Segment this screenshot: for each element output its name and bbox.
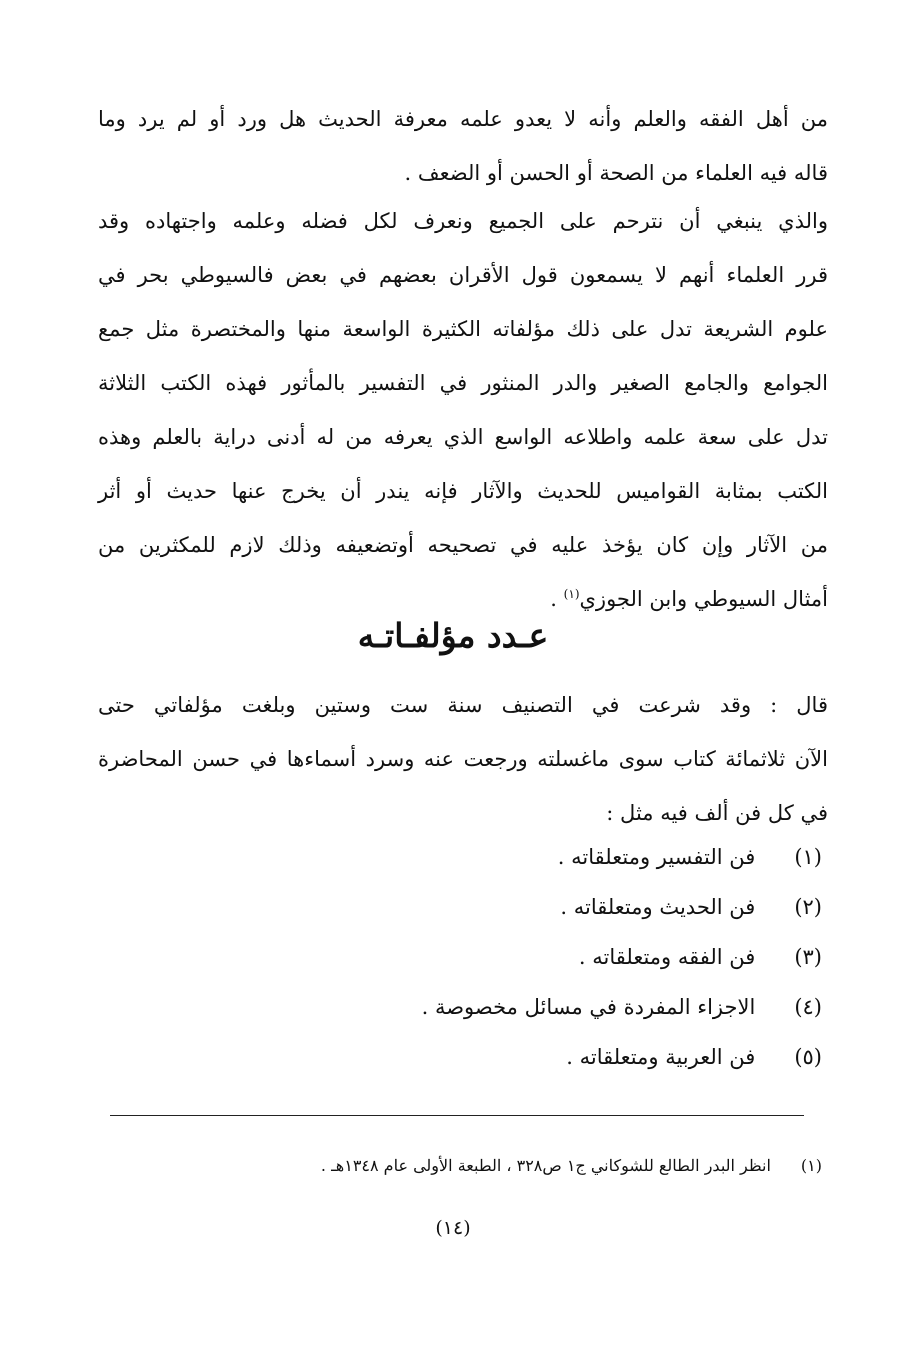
list-number: (٢) [794,895,822,919]
paragraph-line: من الآثار وإن كان يؤخذ عليه في تصحيحه أوتضعيفه وذلك لازم للمكثرين من [98,533,828,557]
list-number: (٣) [794,945,822,969]
footnote-number: (١) [800,1156,822,1175]
last-line-text: أمثال السيوطي وابن الجوزي [579,587,828,611]
last-line-end: . [550,587,557,611]
list-item [102,982,822,1032]
list-item [102,932,822,982]
footnote-text: انظر البدر الطالع للشوكاني ج١ ص٣٢٨ ، الطبعة الأولى عام ١٣٤٨هـ . [320,1156,771,1175]
paragraph-line: علوم الشريعة تدل على ذلك مؤلفاته الكثيرة الواسعة منها والمختصرة مثل جمع [98,317,828,341]
list-item [102,832,822,882]
footnote-divider [110,1115,804,1116]
list-item [102,882,822,932]
paragraph-line: الآن ثلاثمائة كتاب سوى ماغسلته ورجعت عنه وسرد أسماءها في حسن المحاضرة [98,747,828,771]
section-heading: عـدد مؤلفـاتـه [357,616,549,655]
paragraph-line: تدل على سعة علمه واطلاعه الواسع الذي يعرفه من له أدنى دراية بالعلم وهذه [98,425,828,449]
paragraph-line: قاله فيه العلماء من الصحة أو الحسن أو الضعف . [404,161,828,185]
paragraph-line: الجوامع والجامع الصغير والدر المنثور في التفسير بالمأثور فهذه الكتب الثلاثة [98,371,828,395]
page-number: (١٤) [435,1217,471,1239]
list-text: فن الفقه ومتعلقاته . [578,945,756,969]
paragraph-line: الكتب بمثابة القواميس للحديث والآثار فإنه يندر أن يخرج عنها حديث أو أثر [98,479,828,503]
list-number: (٤) [794,995,822,1019]
list-text: فن الحديث ومتعلقاته . [560,895,756,919]
list-text: فن العربية ومتعلقاته . [566,1045,756,1069]
list-text: الاجزاء المفردة في مسائل مخصوصة . [421,995,756,1019]
paragraph-2 [98,194,828,626]
paragraph-line: قال : وقد شرعت في التصنيف سنة ست وستين وبلغت مؤلفاتي حتى [98,693,828,717]
footnote [102,1148,822,1184]
list-item [102,1032,822,1082]
paragraph-3 [98,678,828,840]
paragraph-line: من أهل الفقه والعلم وأنه لا يعدو علمه معرفة الحديث هل ورد أو لم يرد وما [98,107,828,131]
footnote-marker: (١) [563,587,580,601]
paragraph-line: والذي ينبغي أن نترحم على الجميع ونعرف لكل فضله وعلمه واجتهاده وقد [98,209,828,233]
paragraph-line: قرر العلماء أنهم لا يسمعون قول الأقران بعضهم في بعض فالسيوطي بحر في [98,263,828,287]
paragraph-1 [98,92,828,200]
list-number: (٥) [794,1045,822,1069]
paragraph-line: في كل فن ألف فيه مثل : [606,801,828,825]
list-text: فن التفسير ومتعلقاته . [557,845,756,869]
list-number: (١) [794,845,822,869]
numbered-list [102,832,822,1082]
